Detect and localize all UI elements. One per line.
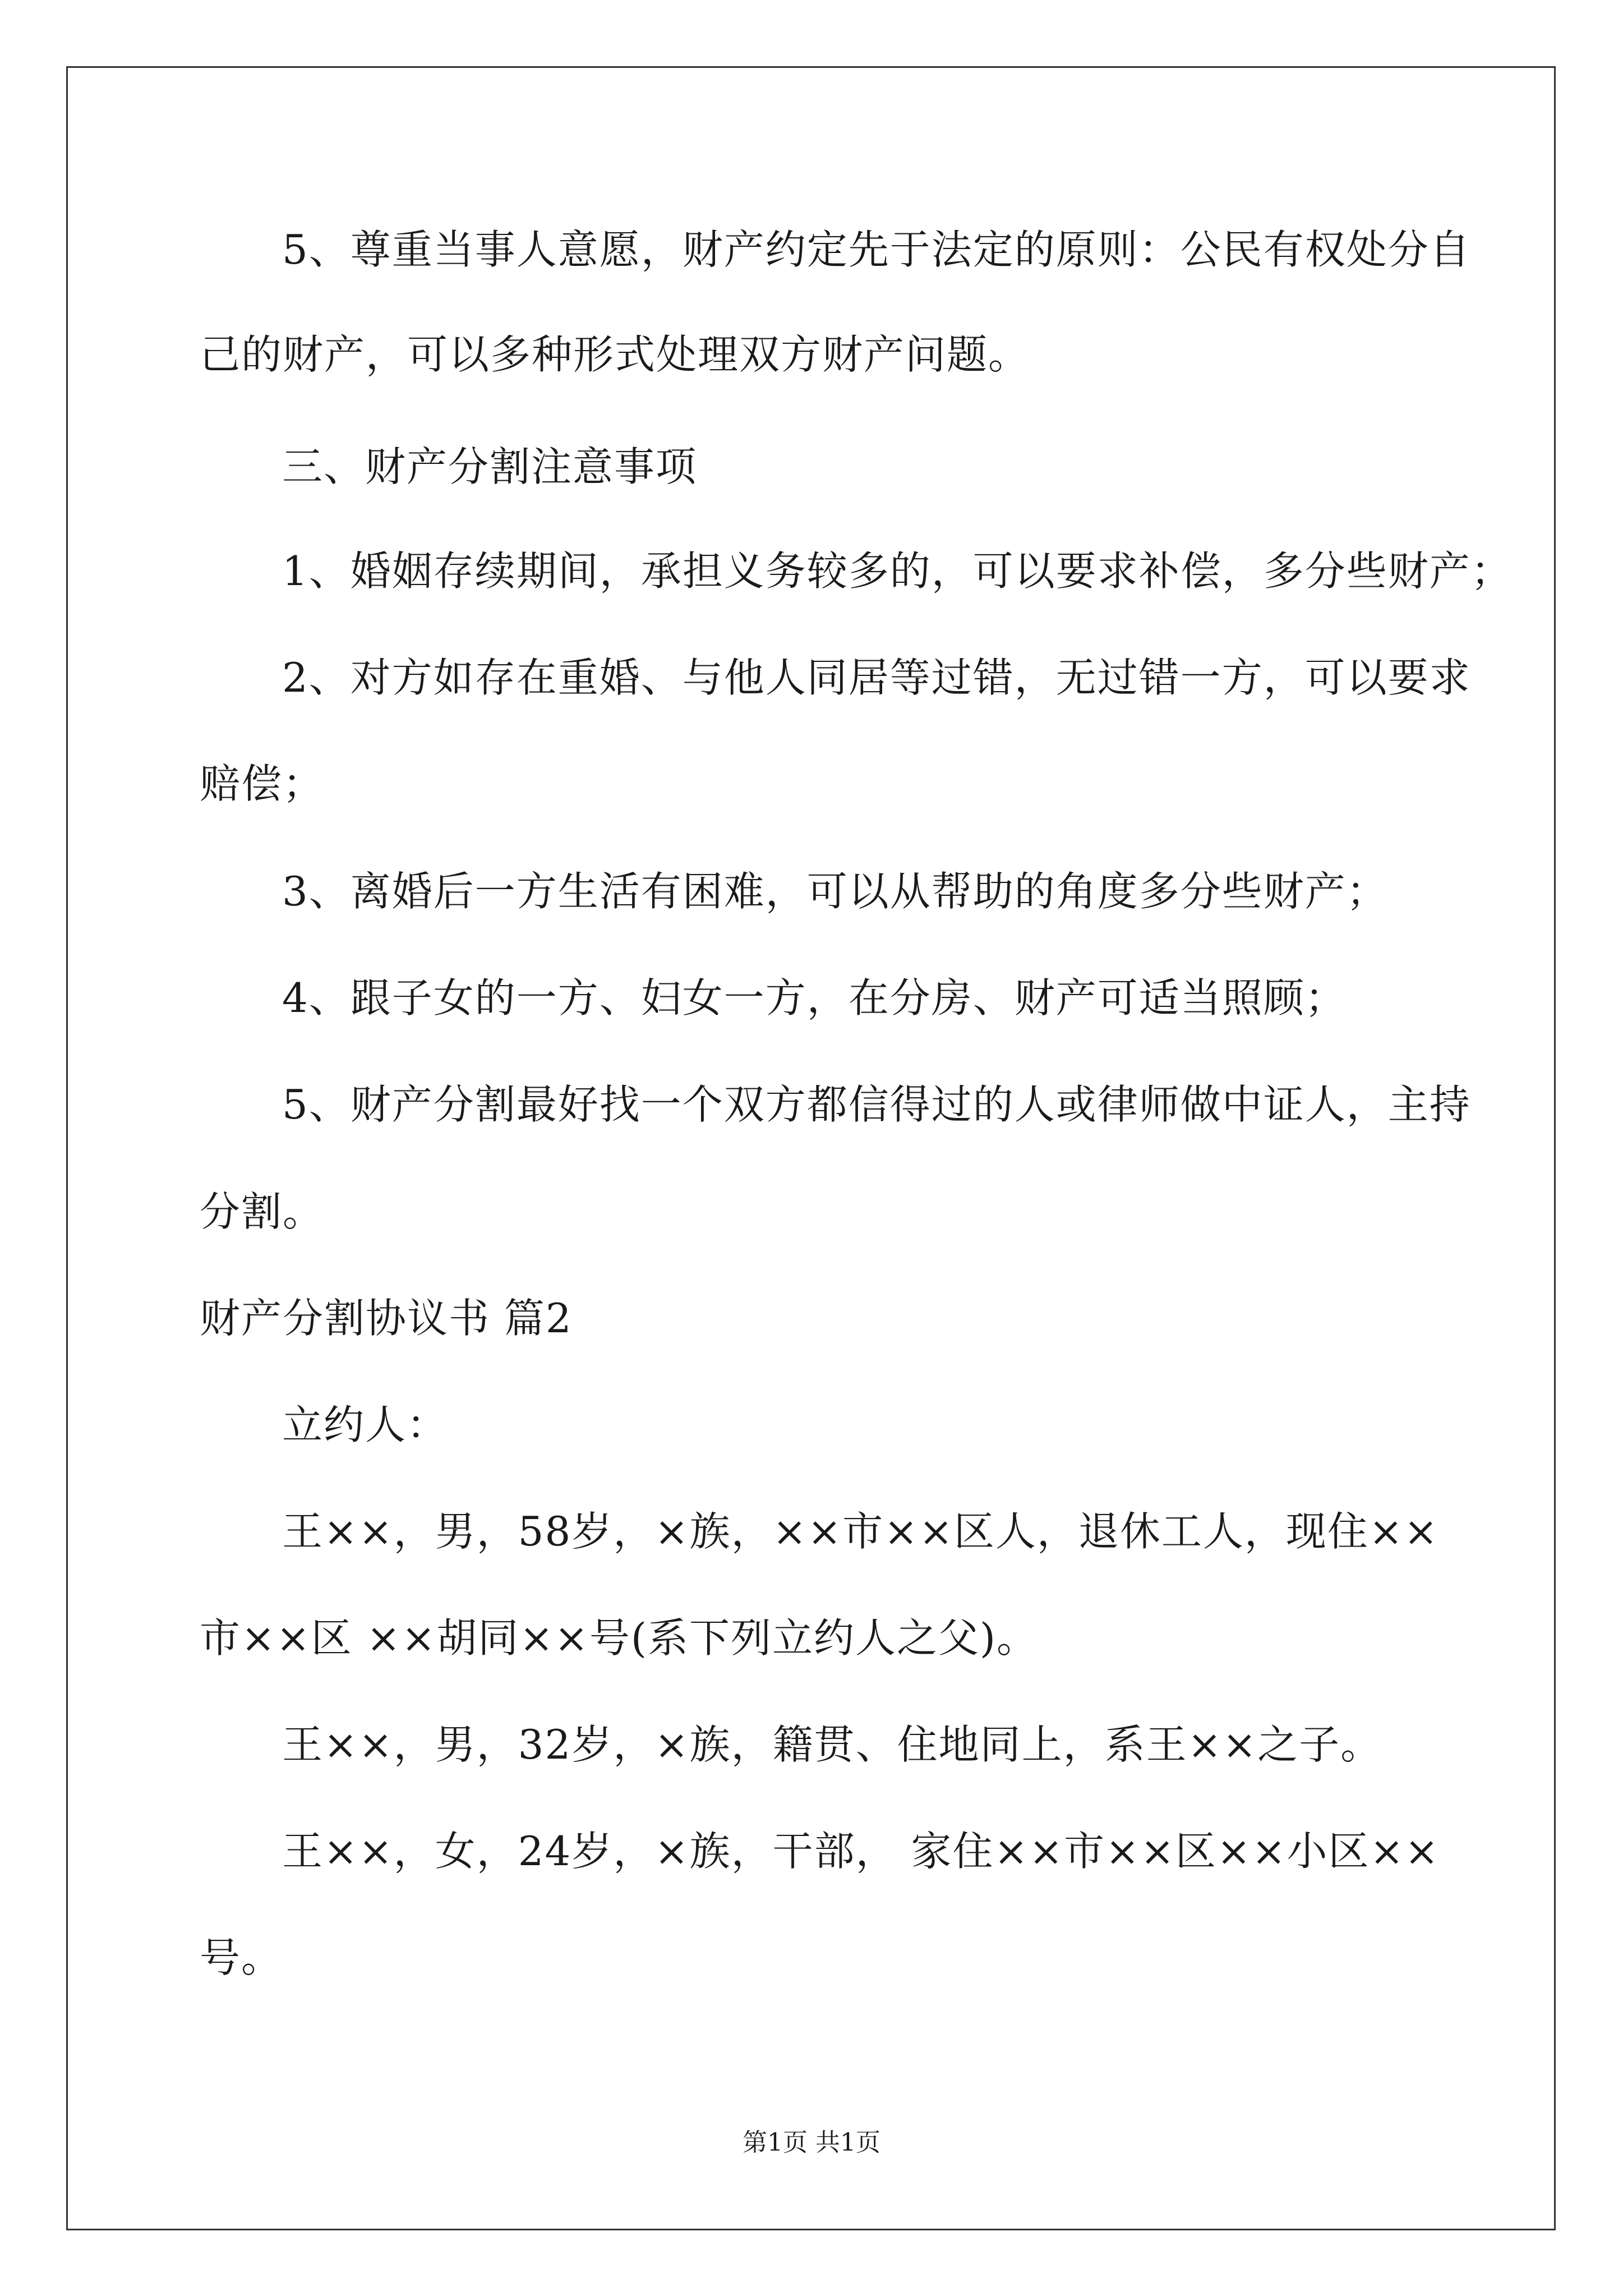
- paragraph-line: 号。: [200, 1934, 283, 1981]
- paragraph-line: 5、尊重当事人意愿，财产约定先于法定的原则：公民有权处分自: [282, 226, 1471, 273]
- paragraph-line: 市××区 ××胡同××号(系下列立约人之父)。: [200, 1614, 1039, 1662]
- document-subtitle: 财产分割协议书 篇2: [200, 1295, 573, 1342]
- paragraph-line: 分割。: [200, 1188, 325, 1235]
- paragraph-line: 1、婚姻存续期间，承担义务较多的，可以要求补偿，多分些财产；: [282, 547, 1513, 595]
- paragraph-line: 2、对方如存在重婚、与他人同居等过错，无过错一方，可以要求: [282, 654, 1471, 701]
- paragraph-line: 王××，男，58岁，×族，××市××区人，退休工人，现住××: [282, 1508, 1439, 1555]
- page-footer: 第1页 共1页: [743, 2128, 880, 2157]
- paragraph-line: 3、离婚后一方生活有困难，可以从帮助的角度多分些财产；: [282, 868, 1388, 915]
- paragraph-line: 王××，男，32岁，×族，籍贯、住地同上，系王××之子。: [282, 1721, 1382, 1768]
- paragraph-line: 4、跟子女的一方、妇女一方，在分房、财产可适当照顾；: [282, 974, 1347, 1022]
- paragraph-line: 王××，女，24岁，×族，干部， 家住××市××区××小区××: [282, 1828, 1440, 1875]
- paragraph-line: 立约人：: [282, 1401, 449, 1448]
- paragraph-line: 赔偿；: [200, 760, 325, 807]
- paragraph-line: 5、财产分割最好找一个双方都信得过的人或律师做中证人，主持: [282, 1081, 1471, 1128]
- paragraph-line: 己的财产，可以多种形式处理双方财产问题。: [200, 331, 1030, 378]
- section-heading: 三、财产分割注意事项: [282, 443, 698, 490]
